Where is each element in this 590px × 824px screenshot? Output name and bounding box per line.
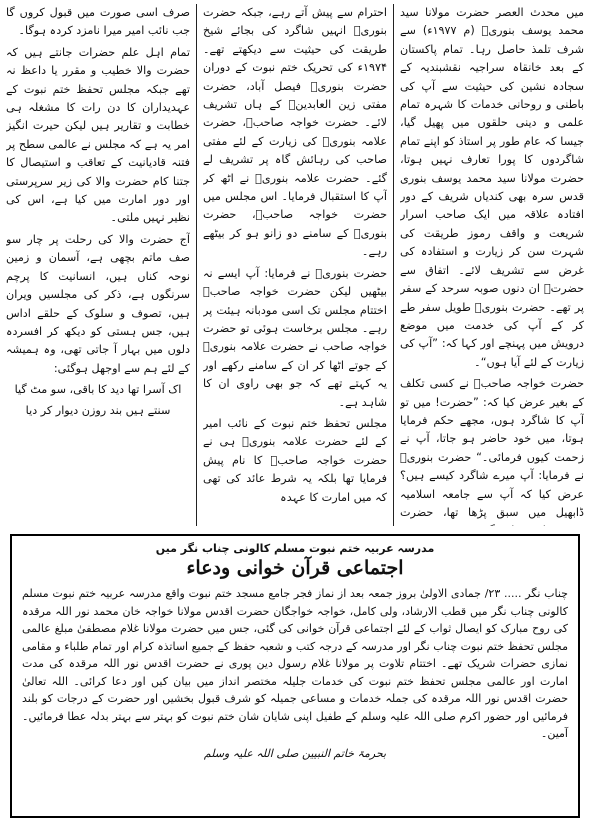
article-paragraph: تمام اہل علم حضرات جانتے ہیں کہ حضرت والا خطیب و مقرر یا داعظ نہ تھے جبکہ مجلس تحفظ ختم نبوت کے عہدیداران کا دن رات کا مشغلہ ہی خطابت و تقاریر ہیں لیکن حیرت انگیز امر یہ ہے کہ مجلس نے عالمی سطح پر فتنہ قادیانیت کے تعاقب و استیصال کا جتنا کام حضرت والا کی زیر سرپرستی اور دور امارت میں کیا ہے، اس کی نظیر نہیں ملتی۔ — [6, 45, 190, 225]
article-paragraph: احترام سے پیش آتے رہے، جبکہ حضرت بنوریؒ انہیں شاگرد کی بجائے شیخ طریقت کی حیثیت سے دیکھتے تھے۔ ۱۹۷۴ء کی تحریک ختم نبوت کے دوران حضرت بنوریؒ فیصل آباد، حضرت مفتی زین العابدینؒ کے ہاں تشریف لائے۔ حضرت خواجہ صاحبؒ، حضرت علامہ بنوریؒ کی زیارت کے لئے مفتی صاحب کی رہائش گاہ پر تشریف لے گئے۔ حضرت علامہ بنوریؒ نے اٹھ کر آپ کا استقبال فرمایا۔ اس مجلس میں حضرت خواجہ صاحبؒ، حضرت بنوریؒ کے سامنے دو زانو ہو کر بیٹھے رہے۔ — [203, 6, 387, 259]
article-paragraph: حضرت بنوریؒ نے فرمایا: آپ ایسے نہ بیٹھیں لیکن حضرت خواجہ صاحبؒ اختتام مجلس تک اسی مودبانہ ہیئت پر رہے۔ مجلس برخاست ہوئی تو حضرت خواجہ صاحب نے حضرت علامہ بنوریؒ کے جوتے اٹھا کر ان کے سامنے رکھے اور یہ کہتے تھے کہ جو بھی راوی ان کا شاہد ہے۔ — [203, 266, 387, 409]
notice-body: چناب نگر ..... ۲۳/ جمادی الاولیٰ بروز جمعہ بعد از نماز فجر جامع مسجد ختم نبوت واقع مدرسہ عربیہ ختم نبوت مسلم کالونی چناب نگر میں قطب الارشاد، ولی کامل، خواجہ خواجگان حضرت اقدس مولانا خواجہ خان محمد نور اللہ مرقدہ کی روح مبارک کو ایصال ثواب کے لئے اجتماعی قرآن خوانی کی گئی، جس میں حضرت مولانا غلام مصطفیٰ مبلغ عالمی مجلس تحفظ ختم نبوت چناب نگر اور مدرسہ کے درجہ کتب و شعبہ حفظ کے جمیع اساتذہ کرام اور تمام طلباء و مقامی نمازی حضرات شریک تھے۔ اختتام تلاوت پر مولانا غلام رسول دین پوری نے حضرت اقدس نور اللہ مرقدہ کی مدت امارت اور عالمی مجلس تحفظ ختم نبوت کی خدمات جلیلہ مختصر انداز میں بیان کیں اور دعا کرائی۔ اللہ تعالیٰ حضرت اقدس نور اللہ مرقدہ کی جملہ خدمات و مساعی جمیلہ کو شرف قبول بخشیں اور حضرت کے درجات کو بلند فرمائیں اور حضور اکرم صلی اللہ علیہ وسلم کے طفیل اپنی شایان شان ختم نبوت کو بہتر سے بہتر بدلہ عطا فرمائیں۔ آمین۔ — [22, 587, 568, 740]
notice-closing: بحرمۃ خاتم النبیین صلی اللہ علیہ وسلم — [203, 746, 387, 760]
article-column-middle — [203, 4, 387, 526]
article-paragraph: صرف اسی صورت میں قبول کروں گا جب نائب امیر میرا نامزد کردہ ہوگا۔ — [6, 6, 190, 38]
article-columns — [6, 4, 584, 526]
article-paragraph: مجلس تحفظ ختم نبوت کے نائب امیر کے لئے حضرت علامہ بنوریؒ ہی نے حضرت خواجہ صاحبؒ کا نام پیش فرمایا تھا بلکہ یہ شرط عائد کی تھی کہ میں امارت کا عہدہ — [203, 416, 387, 504]
article-paragraph: آج حضرت والا کی رحلت پر چار سو صف ماتم بچھی ہے، آسمان و زمین نوحہ کناں ہیں، انسانیت کا پرچم سرنگوں ہے، ذکر کی مجلسیں ویران ہیں، تصوف و سلوک کے حلقے اداس ہیں، جس ہستی کو دیکھ کر افسردہ دلوں میں بہار آ جاتی تھی، وہ ہمیشہ کے لئے ہم سے اوجھل ہوگئی: — [6, 232, 190, 375]
notice-tag: مدرسہ عربیہ ختم نبوت مسلم کالونی چناب نگر میں — [155, 542, 435, 555]
column-divider — [196, 4, 197, 526]
column-divider — [393, 4, 394, 526]
notice-title: اجتماعی قرآن خوانی ودعاء — [186, 557, 404, 579]
poetry-verse: اک آسرا تھا دید کا باقی، سو مٹ گیا — [14, 383, 182, 397]
article-column-right — [400, 4, 584, 526]
poetry-verse: سنتے ہیں بند روزن دیوار کر دیا — [25, 403, 171, 417]
notice-box — [10, 534, 580, 818]
article-column-left — [6, 4, 190, 526]
article-paragraph: میں محدث العصر حضرت مولانا سید محمد یوسف بنوریؒ (م ۱۹۷۷ء) سے شرف تلمذ حاصل رہا۔ تمام پاکستان کے بعد خانقاہ سراجیہ نقشبندیہ کے سجادہ نشین کی حیثیت سے آپ کی باطنی و روحانی خدمات کا شہرہ تمام علمی و دینی حلقوں میں پھیل گیا، جیسا کہ عام طور پر استاذ کو اپنے تمام شاگردوں کا پورا تعارف نہیں ہوتا، حضرت مولانا سید محمد یوسف بنوری قدس سرہ بھی کندیاں شریف کے دور افتادہ علاقہ میں ایک صاحب اسرار شریعت و واقف رموز طریقت کی شہرت سن کر زیارت و استفادہ کی غرض سے تشریف لائے۔ اتفاق سے حضرتؒ ان دنوں صوبہ سرحد کے سفر پر تھے۔ حضرت بنوریؒ طویل سفر طے کر کے آپ کی خدمت میں موضع درویش میں پہنچے اور کہا کہ: ”آپ کی زیارت کے لئے آیا ہوں“۔ — [400, 6, 584, 369]
article-paragraph: حضرت خواجہ صاحبؒ نے کسی تکلف کے بغیر عرض کیا کہ: ”حضرت! میں تو آپ کا شاگرد ہوں، مجھے حکم فرمایا ہوتا، میں خود حاضر ہو جاتا، آپ نے زحمت کیوں فرمائی۔“ حضرت بنوریؒ نے فرمایا: آپ میرے شاگرد کیسے ہیں؟ عرض کیا کہ آپ سے جامعہ اسلامیہ ڈابھیل میں سبق پڑھا تھا، حضرت — [400, 377, 584, 519]
